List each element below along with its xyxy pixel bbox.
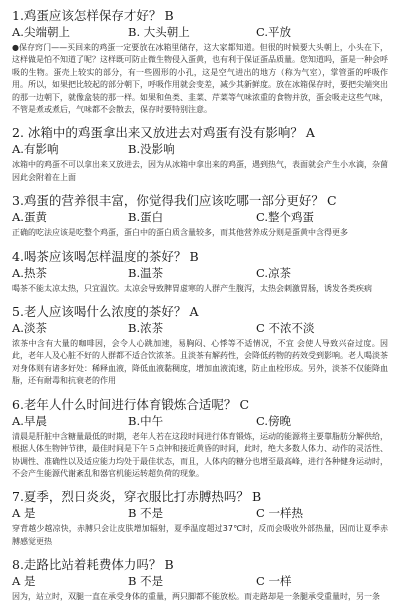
option-c: C.凉茶	[256, 265, 292, 280]
explanation-text: 清晨是肝脏中含糖量最低的时期，老年人若在这段时间进行体育锻炼，运动的能源将主要靠脂肪分解供给，根据人体生物钟节律，最佳时间是下午５点钟和接近黄昏的时间，此时，绝大多数人体力、动作的灵活性、协调性、准确性以及适应能力均处于最佳状态，而且，人体内的糖分也增至最高峰，进行各种健身运动时，不会产生能源代谢紊乱和器官机能运转超负荷的现象。	[12, 431, 388, 478]
question-text: 3.鸡蛋的营养很丰富，你觉得我们应该吃哪一部分更好？ C	[12, 193, 337, 209]
options-row	[12, 210, 388, 225]
question-block-5	[12, 304, 388, 388]
option-a: A 是	[12, 574, 36, 589]
option-b: B.温茶	[128, 265, 164, 280]
question-text: 2. 冰箱中的鸡蛋拿出来又放进去对鸡蛋有没有影响？ A	[12, 125, 315, 141]
question-text: 6.老年人什么时间进行体育锻炼合适呢？ C	[12, 396, 250, 412]
answer-key: B	[164, 8, 174, 23]
answer-key: A	[305, 125, 315, 141]
question-block-2	[12, 125, 388, 184]
explanation-text: 因为，站立时，双腿一直在承受身体的重量，两只脚都不能放松。而走路却是一条腿承受重量时，另一条	[12, 592, 380, 602]
option-b: B.浓茶	[128, 321, 164, 336]
question-text: 5.老人应该喝什么浓度的茶好？ A	[12, 304, 199, 320]
option-b: B. 大头朝上	[128, 25, 190, 39]
option-a: A.蛋黄	[12, 210, 47, 225]
answer-key: C	[326, 193, 337, 209]
option-a: A.尖端朝上	[12, 25, 70, 39]
options-row	[12, 414, 388, 429]
option-b: B.蛋白	[128, 210, 164, 225]
option-c: C 一样热	[256, 506, 303, 521]
answer-key: B	[189, 248, 199, 264]
options-row	[12, 506, 388, 521]
option-c: C.平放	[256, 25, 292, 39]
option-b: B 不是	[128, 506, 164, 521]
option-b: B 不是	[128, 574, 164, 589]
question-block-3	[12, 193, 388, 239]
option-c: C 一样	[256, 574, 292, 589]
option-b: B.中午	[128, 413, 164, 428]
explanation-text: 正确的吃法应该是吃整个鸡蛋，蛋白中的蛋白质含量较多，而其他营养成分则是蛋黄中含得更多	[12, 228, 348, 238]
option-a: A 是	[12, 506, 36, 521]
option-a: A.早晨	[12, 413, 47, 428]
option-a: A.热茶	[12, 265, 47, 280]
options-row	[12, 266, 388, 281]
explanation-text: 冰箱中的鸡蛋不可以拿出来又放进去，因为从冰箱中拿出来的鸡蛋，遇到热气，表面就会产生小水滴，杂菌因此会附着在上面	[12, 160, 388, 182]
explanation-text: 浓茶中含有大量的咖啡因，会令人心跳加速，易胸闷、心悸等不适情况，不宜 会使人导致兴奋过度。因此，老年人及心脏不好的人群都不适合饮浓茶。且淡茶有解药性，会降低药物的药效受到影响。老人喝淡茶对身体则有诸多好处：稀释血液，降低血液黏稠度，增加血液流速，防止血栓形成。另外，淡茶不仅能降血脂，还有耐毒和抗衰老的作用	[12, 339, 388, 386]
question-text: 4.喝茶应该喝怎样温度的茶好？ B	[12, 248, 199, 264]
options-row	[12, 574, 388, 589]
option-c: C.整个鸡蛋	[256, 210, 315, 225]
explanation-text: ●保存窍门——买回来的鸡蛋一定要放在冰箱里储存，这大家都知道。但很的时候要大头朝上，小头在下，这样做是怕不知道了呢？这样既可防止微生物侵入蛋黄，也有利于保证蛋品质量。您知道吗，蛋是一种会呼吸的生物。蛋壳上较实的部分，有一些圆形的小孔，这是空气进出的地方（称为气室），掌管蛋的呼吸作用。所以，如果把比较起的部分朝下，呼吸作用就会变差，减少其新鲜度。放在冰箱保存时，要把尖端突出的那一边朝下，就像盒装的那一样。如果和鱼类、韭菜、芹菜等气味浓重的食物并放，蛋会吸走这些气味，不管是煮或煮后，气味都不会散去，保存时要特别注意。	[12, 43, 388, 115]
question-block-4	[12, 249, 388, 295]
question-block-8	[12, 557, 388, 603]
question-text: 8.走路比站着耗费体力吗？ B	[12, 557, 174, 573]
question-block-6	[12, 397, 388, 481]
option-a: A.有影响	[12, 142, 59, 157]
option-b: B.没影响	[128, 142, 175, 157]
answer-key: B	[164, 557, 174, 573]
answer-key: C	[239, 396, 250, 412]
answer-key: A	[189, 304, 199, 320]
option-a: A.淡茶	[12, 321, 47, 336]
options-row	[12, 142, 388, 157]
question-text: 1.鸡蛋应该怎样保存才好？ B	[12, 8, 174, 23]
explanation-text: 穿背越少越凉快，赤膊只会让皮肤增加辐射，夏季温度超过37℃时，反而会吸收外部热量，因而让夏季赤膊感觉更热	[12, 524, 388, 546]
answer-key: B	[251, 489, 262, 505]
options-row	[12, 25, 388, 40]
option-c: C.傍晚	[256, 413, 292, 428]
question-text: 7.夏季，烈日炎炎，穿衣服比打赤膊热吗？ B	[12, 489, 262, 505]
explanation-text: 喝茶不能太凉太热，只宜温饮。太凉会导致脾胃虚寒的人群产生腹泻，太热会刺激胃肠，诱发各类疾病	[12, 283, 372, 293]
question-block-1	[12, 8, 388, 116]
question-block-7	[12, 489, 388, 548]
option-c: C 不浓不淡	[256, 321, 315, 336]
options-row	[12, 321, 388, 336]
